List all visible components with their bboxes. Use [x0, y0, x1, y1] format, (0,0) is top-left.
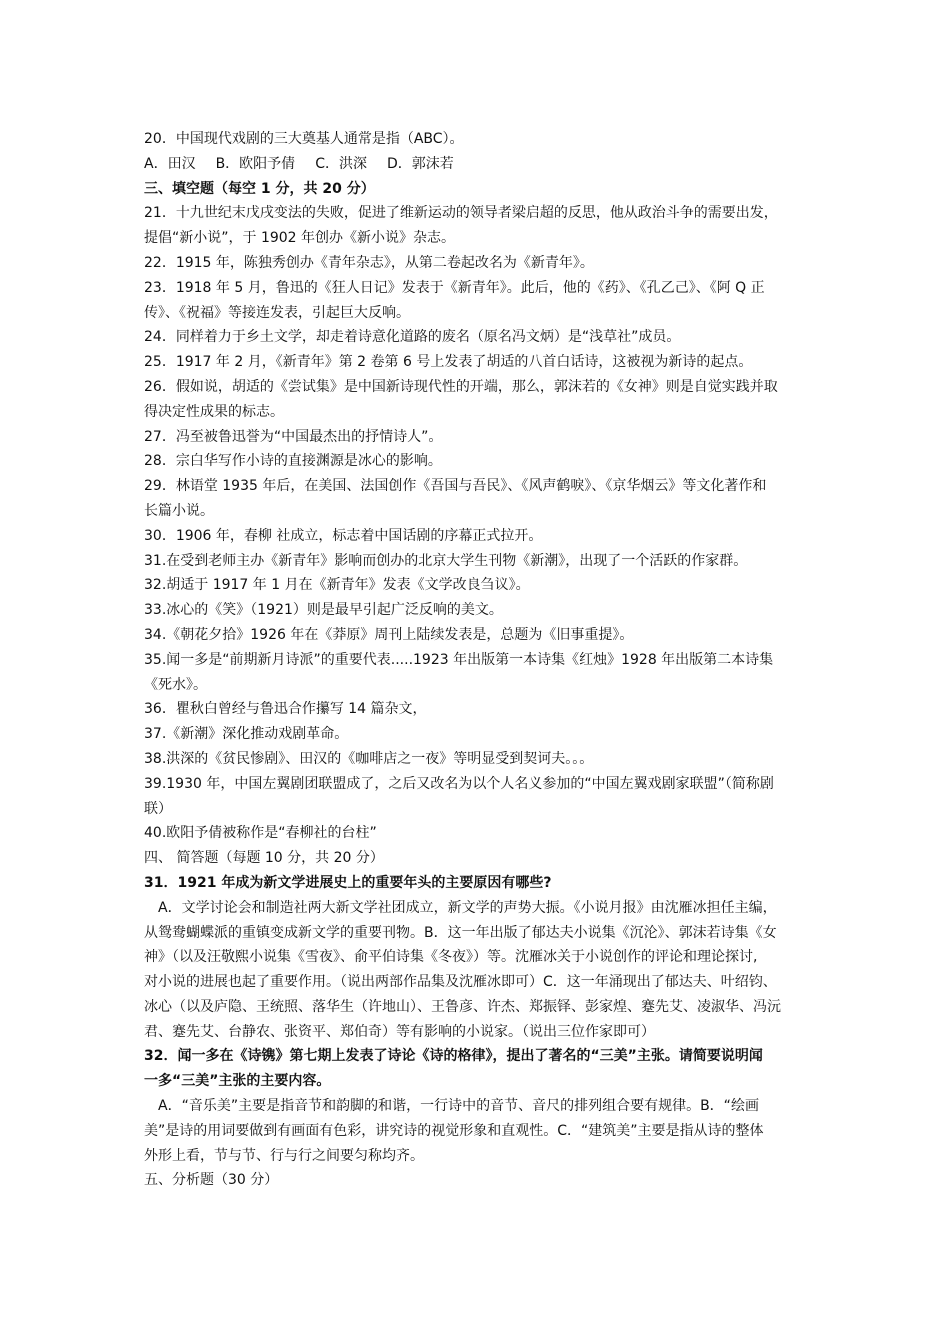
answer-32-line: 外形上看，节与节、行与行之间要匀称均齐。 — [144, 1147, 424, 1164]
section-4-heading: 四、 简答题（每题 10 分，共 20 分） — [144, 850, 384, 867]
answer-31-line: 对小说的进展也起了重要作用。（说出两部作品集及沈雁冰即可）C．这一年涌现出了郁达夫、叶绍钧、 — [144, 974, 777, 991]
fill-line: 36．瞿秋白曾经与鲁迅合作攥写 14 篇杂文， — [144, 701, 427, 718]
fill-line: 24．同样着力于乡土文学，却走着诗意化道路的废名（原名冯文炳）是“浅草社”成员。 — [144, 329, 681, 346]
document-body — [144, 127, 808, 1193]
section-3-heading: 三、填空题（每空 1 分，共 20 分） — [144, 180, 375, 197]
fill-line: 传》、《祝福》等接连发表，引起巨大反响。 — [144, 304, 410, 321]
fill-line: 27．冯至被鲁迅誉为“中国最杰出的抒情诗人”。 — [144, 428, 443, 445]
fill-line: 得决定性成果的标志。 — [144, 403, 284, 420]
fill-line: 28．宗白华写作小诗的直接渊源是冰心的影响。 — [144, 453, 442, 470]
fill-line: 30．1906 年，春柳 社成立，标志着中国话剧的序幕正式拉开。 — [144, 527, 543, 544]
fill-line: 34.《朝花夕拾》1926 年在《莽原》周刊上陆续发表是，总题为《旧事重提》。 — [144, 626, 634, 643]
question-31: 31．1921 年成为新文学进展史上的重要年头的主要原因有哪些? — [144, 874, 552, 891]
fill-line: 40.欧阳予倩被称作是“春柳社的台柱” — [144, 825, 377, 842]
fill-line: 长篇小说。 — [144, 502, 214, 519]
fill-line: 32.胡适于 1917 年 1 月在《新青年》发表《文学改良刍议》。 — [144, 577, 530, 594]
question-20-stem: 20．中国现代戏剧的三大奠基人通常是指（ABC）。 — [144, 131, 464, 147]
fill-line: 提倡“新小说”，于 1902 年创办《新小说》杂志。 — [144, 230, 456, 247]
fill-line: 23．1918 年 5 月，鲁迅的《狂人日记》发表于《新青年》。此后，他的《药》、《孔乙己》、《阿 Q 正 — [144, 279, 765, 296]
fill-line: 22．1915 年，陈独秀创办《青年杂志》，从第二卷起改名为《新青年》。 — [144, 254, 594, 271]
fill-line: 《死水》。 — [144, 676, 207, 693]
fill-line: 联） — [144, 800, 172, 817]
option-b: B．欧阳予倩 — [215, 155, 296, 172]
answer-32-line: A．“音乐美”主要是指音节和韵脚的和谐，一行诗中的音节、音尺的排列组合要有规律。B．“绘画 — [158, 1098, 759, 1115]
answer-31-line: 冰心（以及庐隐、王统照、落华生（许地山）、王鲁彦、许杰、郑振铎、彭家煌、蹇先艾、凌淑华、冯沅 — [144, 998, 781, 1015]
option-d: D．郭沫若 — [386, 155, 454, 172]
question-20-options — [144, 152, 808, 177]
question-32-line: 一多“三美”主张的主要内容。 — [144, 1073, 331, 1090]
fill-line: 39.1930 年，中国左翼剧团联盟成了，之后又改名为以个人名义参加的“中国左翼戏剧家联盟”（简称剧 — [144, 775, 774, 792]
fill-line: 26．假如说，胡适的《尝试集》是中国新诗现代性的开端，那么，郭沫若的《女神》则是自觉实践并取 — [144, 378, 778, 395]
fill-line: 29．林语堂 1935 年后，在美国、法国创作《吾国与吾民》、《风声鹤唳》、《京华烟云》等文化著作和 — [144, 478, 767, 495]
option-c: C．洪深 — [315, 155, 367, 172]
answer-32-line: 美”是诗的用词要做到有画面有色彩，讲究诗的视觉形象和直观性。C．“建筑美”主要是指从诗的整体 — [144, 1122, 764, 1139]
answer-31-line: A．文学讨论会和制造社两大新文学社团成立，新文学的声势大振。《小说月报》由沈雁冰担任主编， — [158, 899, 777, 916]
question-32-line: 32．闻一多在《诗镌》第七期上发表了诗论《诗的格律》，提出了著名的“三美”主张。请简要说明闻 — [144, 1048, 763, 1065]
fill-line: 38.洪深的《贫民惨剧》、田汉的《咖啡店之一夜》等明显受到契诃夫。。。 — [144, 750, 594, 767]
section-5-heading: 五、分析题（30 分） — [144, 1172, 279, 1189]
fill-line: 35.闻一多是“前期新月诗派”的重要代表.....1923 年出版第一本诗集《红烛》1928 年出版第二本诗集 — [144, 651, 774, 668]
fill-line: 31.在受到老师主办《新青年》影响而创办的北京大学生刊物《新潮》，出现了一个活跃的作家群。 — [144, 552, 748, 569]
answer-31-line: 神》（以及汪敬熙小说集《雪夜》、俞平伯诗集《冬夜》）等。沈雁冰关于小说创作的评论和理论探讨, — [144, 949, 758, 966]
option-a: A．田汉 — [144, 155, 196, 172]
fill-line: 37.《新潮》深化推动戏剧革命。 — [144, 726, 349, 743]
answer-31-line: 君、蹇先艾、台静农、张资平、郑伯奇）等有影响的小说家。（说出三位作家即可） — [144, 1023, 655, 1040]
fill-line: 21．十九世纪末戊戌变法的失败，促进了维新运动的领导者梁启超的反思，他从政治斗争的需要出发， — [144, 205, 778, 222]
fill-line: 33.冰心的《笑》（1921）则是最早引起广泛反响的美文。 — [144, 602, 503, 619]
answer-31-line: 从鸳鸯蝴蝶派的重镇变成新文学的重要刊物。B．这一年出版了郁达夫小说集《沉沦》、郭沫若诗集《女 — [144, 924, 777, 941]
fill-line: 25．1917 年 2 月，《新青年》第 2 卷第 6 号上发表了胡适的八首白话诗，这被视为新诗的起点。 — [144, 354, 753, 371]
